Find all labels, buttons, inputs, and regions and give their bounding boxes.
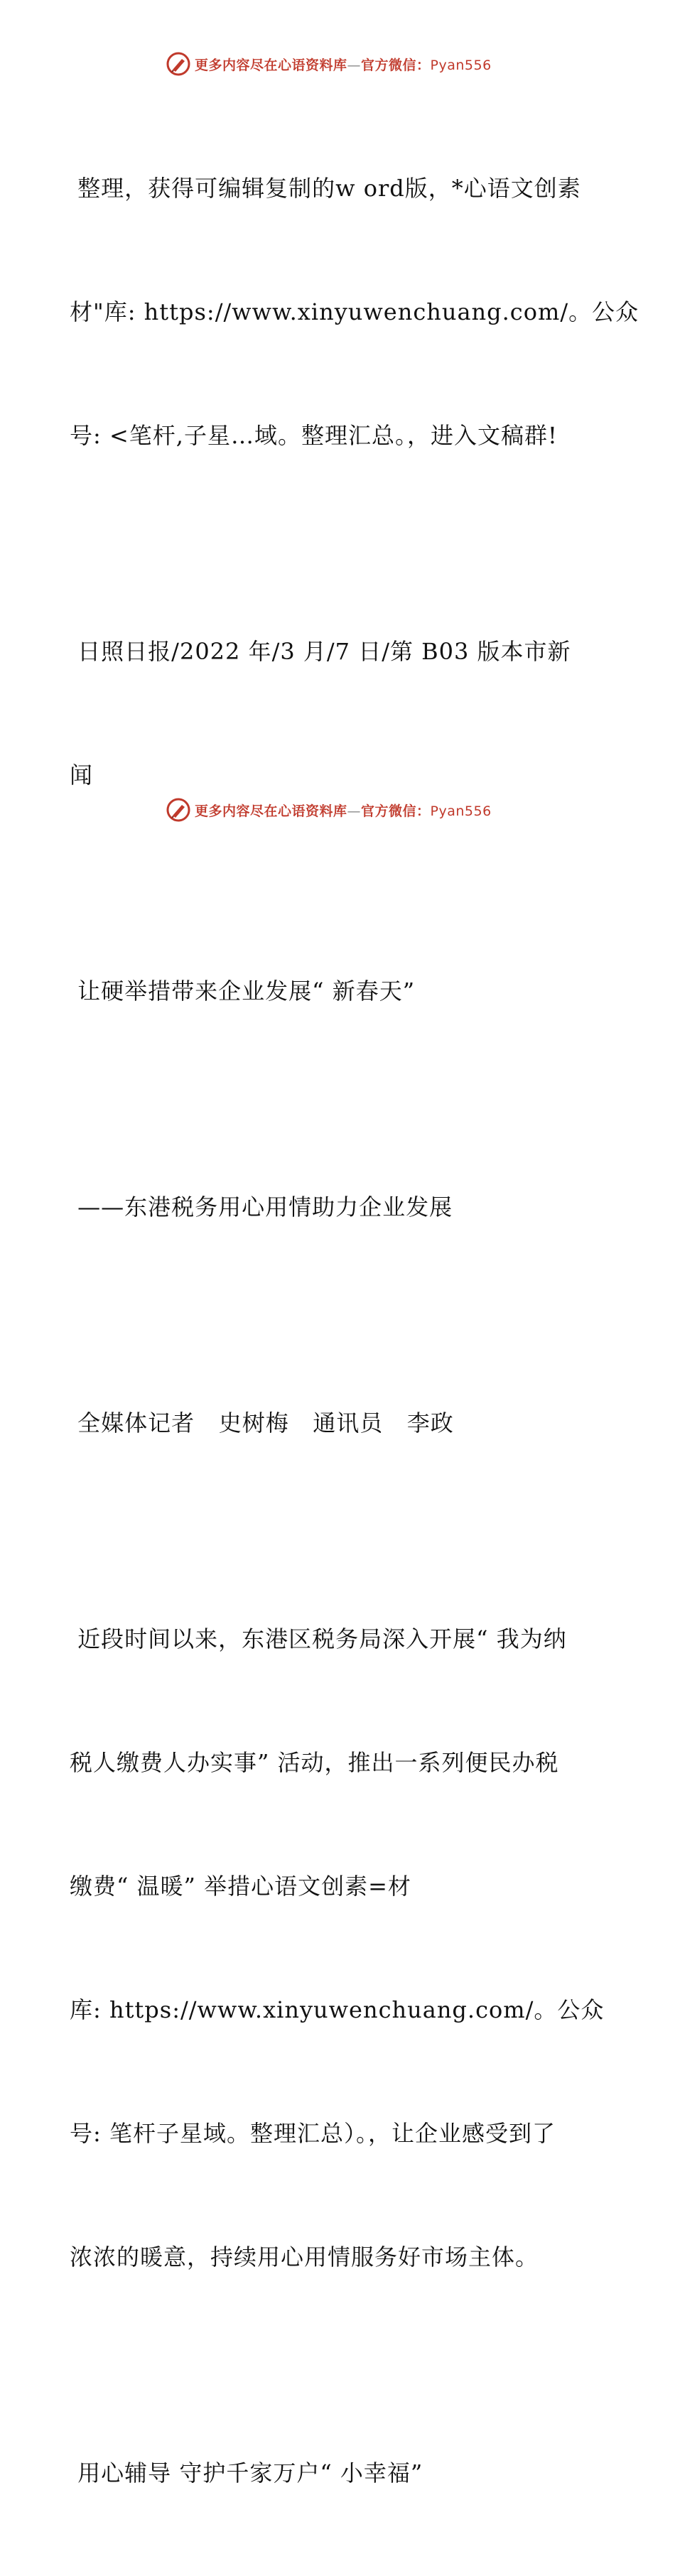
pen-logo-icon xyxy=(166,798,190,822)
text-line: 整理，获得可编辑复制的w ord版，*心语文创素 xyxy=(70,175,581,202)
banner-dash: — xyxy=(347,803,362,819)
banner-dash: — xyxy=(347,57,362,73)
text-line: 近段时间以来，东港区税务局深入开展“ 我为纳 xyxy=(70,1625,567,1652)
footer-banner xyxy=(166,797,492,823)
text-line: 闻 xyxy=(70,762,94,789)
article-title xyxy=(70,888,610,1094)
text-line: 号: <笔杆,子星…域。整理汇总。，进入文稿群! xyxy=(70,422,558,449)
text-line: 号: 笔杆子星域。整理汇总）。，让企业感受到了 xyxy=(70,2120,556,2147)
intro-paragraph xyxy=(70,85,639,539)
text-line: 让硬举措带来企业发展“ 新春天” xyxy=(70,978,416,1005)
text-line: 浓浓的暖意，持续用心用情服务好市场主体。 xyxy=(70,2244,539,2271)
banner-wechat-id: Pyan556 xyxy=(430,803,492,819)
text-line: 税人缴费人办实事” 活动，推出一系列便民办税 xyxy=(70,1749,559,1776)
document-body xyxy=(70,85,639,2576)
banner-text xyxy=(195,801,492,820)
section-heading xyxy=(70,2370,610,2576)
text-line: 全媒体记者 史树梅 通讯员 李政 xyxy=(70,1409,454,1436)
text-line: 用心辅导 守护千家万户“ 小幸福” xyxy=(70,2459,423,2486)
banner-main-text: 更多内容尽在心语资料库 xyxy=(195,803,347,819)
banner-wechat-id: Pyan556 xyxy=(430,57,492,73)
article-subtitle xyxy=(70,1104,610,1310)
text-line: 材"库: https://www.xinyuwenchuang.com/。公众 xyxy=(70,298,639,325)
banner-text xyxy=(195,55,492,74)
text-line: 缴费“ 温暖” 举措心语文创素=材 xyxy=(70,1873,411,1900)
byline xyxy=(70,1320,610,1526)
body-paragraph xyxy=(70,1536,610,2360)
text-line: 库: https://www.xinyuwenchuang.com/。公众 xyxy=(70,1996,605,2023)
header-banner xyxy=(166,51,492,77)
banner-wechat-label: 官方微信： xyxy=(361,57,431,73)
source-line xyxy=(70,548,610,878)
text-line: ——东港税务用心用情助力企业发展 xyxy=(70,1194,453,1221)
banner-main-text: 更多内容尽在心语资料库 xyxy=(195,57,347,73)
text-line: 日照日报/2022 年/3 月/7 日/第 B03 版本市新 xyxy=(70,638,571,665)
pen-logo-icon xyxy=(166,52,190,76)
banner-wechat-label: 官方微信： xyxy=(361,803,431,819)
